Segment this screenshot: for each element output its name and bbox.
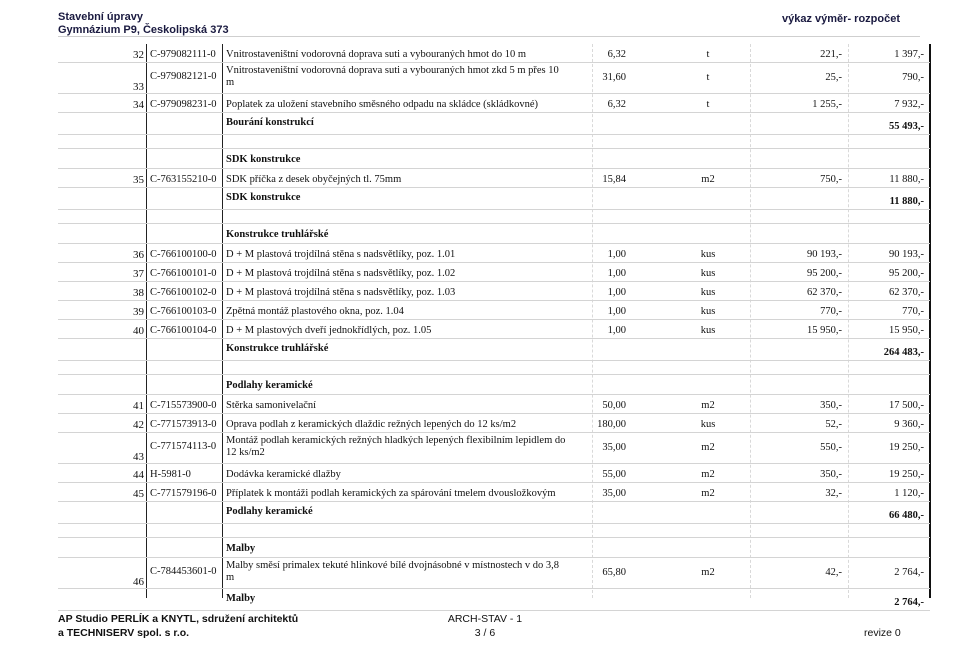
item-number: 41 xyxy=(133,400,144,412)
table-row xyxy=(122,282,930,301)
item-total: 2 764,- xyxy=(894,567,924,578)
section-heading-row xyxy=(122,224,930,244)
item-number: 46 xyxy=(133,576,144,588)
section-heading: Malby xyxy=(226,543,256,554)
section-total-value: 55 493,- xyxy=(889,121,924,132)
item-unit: m2 xyxy=(701,567,715,578)
section-heading: Podlahy keramické xyxy=(226,380,313,391)
item-unit: m2 xyxy=(701,400,715,411)
item-code: C-784453601-0 xyxy=(150,566,217,577)
item-code: C-766100101-0 xyxy=(150,268,217,279)
item-total: 19 250,- xyxy=(889,442,924,453)
item-total: 90 193,- xyxy=(889,249,924,260)
item-unit-price: 550,- xyxy=(820,442,842,453)
header-rule xyxy=(58,36,920,37)
item-quantity: 35,00 xyxy=(602,488,626,499)
budget-table xyxy=(122,44,930,608)
item-code: C-715573900-0 xyxy=(150,400,217,411)
item-number: 34 xyxy=(133,99,144,111)
item-number: 44 xyxy=(133,469,144,481)
item-unit: t xyxy=(706,99,710,110)
document-header-left xyxy=(58,11,229,37)
item-unit: m2 xyxy=(701,174,715,185)
table-row xyxy=(122,414,930,433)
item-description: D + M plastová trojdílná stěna s nadsvětlíky, poz. 1.03 xyxy=(226,287,456,298)
table-row xyxy=(122,94,930,113)
section-total-row xyxy=(122,589,930,611)
item-unit: kus xyxy=(700,419,716,430)
item-unit: m2 xyxy=(701,469,715,480)
item-unit: kus xyxy=(700,325,716,336)
item-code: H-5981-0 xyxy=(150,469,191,480)
section-total-label: Konstrukce truhlářské xyxy=(226,343,329,354)
section-total-label: Malby xyxy=(226,593,256,604)
item-description: Stěrka samonivelační xyxy=(226,400,317,411)
section-total-row xyxy=(122,113,930,135)
item-code: C-979082111-0 xyxy=(150,49,216,60)
item-quantity: 35,00 xyxy=(602,442,626,453)
item-unit-price: 350,- xyxy=(820,469,842,480)
item-quantity: 55,00 xyxy=(602,469,626,480)
section-total-value: 66 480,- xyxy=(889,510,924,521)
table-row xyxy=(122,44,930,63)
section-total-label: Bourání konstrukcí xyxy=(226,117,314,128)
item-quantity: 65,80 xyxy=(602,567,626,578)
section-total-row xyxy=(122,188,930,210)
table-row xyxy=(122,464,930,483)
footer-company xyxy=(58,612,298,640)
section-total-label: Podlahy keramické xyxy=(226,506,313,517)
project-title: Stavební úpravy xyxy=(58,11,143,23)
item-unit-price: 90 193,- xyxy=(807,249,842,260)
page-number: 3 / 6 xyxy=(474,627,496,639)
item-number: 35 xyxy=(133,174,144,186)
footer-document-code: ARCH-STAV - 1 xyxy=(447,613,523,625)
table-row xyxy=(122,263,930,282)
item-quantity: 1,00 xyxy=(607,306,626,317)
item-number: 32 xyxy=(133,49,144,61)
item-total: 9 360,- xyxy=(894,419,924,430)
item-total: 95 200,- xyxy=(889,268,924,279)
item-code: C-771579196-0 xyxy=(150,488,217,499)
item-unit: kus xyxy=(700,249,716,260)
item-unit: kus xyxy=(700,306,716,317)
item-unit: kus xyxy=(700,287,716,298)
section-total-row xyxy=(122,339,930,361)
item-description: SDK příčka z desek obyčejných tl. 75mm xyxy=(226,174,402,185)
item-quantity: 6,32 xyxy=(607,99,626,110)
item-quantity: 15,84 xyxy=(602,174,626,185)
item-total: 15 950,- xyxy=(889,325,924,336)
item-quantity: 1,00 xyxy=(607,325,626,336)
item-description: Příplatek k montáži podlah keramických za spárování tmelem dvousložkovým xyxy=(226,488,556,499)
item-description: Vnitrostaveništní vodorovná doprava suti a vybouraných hmot zkd 5 m přes 10 xyxy=(226,65,559,76)
revision-label: revize 0 xyxy=(864,627,901,639)
section-total-row xyxy=(122,502,930,524)
section-total-value: 2 764,- xyxy=(894,597,924,608)
item-number: 37 xyxy=(133,268,144,280)
document-type: výkaz výměr- rozpočet xyxy=(782,13,900,25)
item-unit-price: 42,- xyxy=(825,567,842,578)
item-description: Poplatek za uložení stavebního směsného odpadu na skládce (skládkovné) xyxy=(226,99,538,110)
section-heading: Konstrukce truhlářské xyxy=(226,229,329,240)
item-unit: t xyxy=(706,49,710,60)
item-number: 43 xyxy=(133,451,144,463)
table-row xyxy=(122,169,930,188)
item-unit-price: 95 200,- xyxy=(807,268,842,279)
item-description: D + M plastových dveří jednokřídlých, poz. 1.05 xyxy=(226,325,432,336)
item-quantity: 1,00 xyxy=(607,249,626,260)
item-description: Dodávka keramické dlažby xyxy=(226,469,341,480)
table-row xyxy=(122,320,930,339)
section-heading-row xyxy=(122,538,930,558)
item-unit-price: 62 370,- xyxy=(807,287,842,298)
item-unit-price: 350,- xyxy=(820,400,842,411)
item-quantity: 31,60 xyxy=(602,72,626,83)
project-location: Gymnázium P9, Českolipská 373 xyxy=(58,24,229,36)
table-row xyxy=(122,244,930,263)
item-description: m xyxy=(226,572,235,583)
item-quantity: 6,32 xyxy=(607,49,626,60)
item-description: Zpětná montáž plastového okna, poz. 1.04 xyxy=(226,306,404,317)
item-description: Montáž podlah keramických režných hladkých lepených flexibilním lepidlem do xyxy=(226,435,566,446)
item-code: C-979082121-0 xyxy=(150,71,217,82)
item-description: Oprava podlah z keramických dlaždic režných lepených do 12 ks/m2 xyxy=(226,419,517,430)
item-unit: m2 xyxy=(701,488,715,499)
item-description: 12 ks/m2 xyxy=(226,447,265,458)
item-code: C-766100102-0 xyxy=(150,287,217,298)
item-unit: kus xyxy=(700,268,716,279)
spacer-row xyxy=(122,210,930,224)
item-unit-price: 770,- xyxy=(820,306,842,317)
item-description: D + M plastová trojdílná stěna s nadsvětlíky, poz. 1.01 xyxy=(226,249,456,260)
spacer-row xyxy=(122,524,930,538)
item-code: C-979098231-0 xyxy=(150,99,217,110)
item-number: 39 xyxy=(133,306,144,318)
section-total-value: 11 880,- xyxy=(889,196,924,207)
footer-company-line2: a TECHNISERV spol. s r.o. xyxy=(58,627,190,639)
footer-company-line1: AP Studio PERLÍK a KNYTL, sdružení architektů xyxy=(58,613,299,625)
item-unit-price: 750,- xyxy=(820,174,842,185)
table-row xyxy=(122,63,930,94)
item-unit-price: 221,- xyxy=(820,49,842,60)
item-code: C-771574113-0 xyxy=(150,441,217,452)
item-description: Vnitrostaveništní vodorovná doprava suti a vybouraných hmot do 10 m xyxy=(226,49,527,60)
item-total: 11 880,- xyxy=(889,174,924,185)
item-number: 33 xyxy=(133,81,144,93)
item-number: 40 xyxy=(133,325,144,337)
item-total: 62 370,- xyxy=(889,287,924,298)
item-unit-price: 1 255,- xyxy=(812,99,842,110)
item-total: 770,- xyxy=(902,306,924,317)
item-quantity: 1,00 xyxy=(607,268,626,279)
table-row xyxy=(122,395,930,414)
section-heading-row xyxy=(122,375,930,395)
item-unit-price: 15 950,- xyxy=(807,325,842,336)
item-total: 17 500,- xyxy=(889,400,924,411)
item-code: C-766100104-0 xyxy=(150,325,217,336)
item-code: C-763155210-0 xyxy=(150,174,217,185)
item-number: 36 xyxy=(133,249,144,261)
item-unit-price: 52,- xyxy=(825,419,842,430)
item-total: 1 120,- xyxy=(894,488,924,499)
item-unit-price: 25,- xyxy=(825,72,842,83)
section-total-label: SDK konstrukce xyxy=(226,192,301,203)
footer-document xyxy=(440,612,530,640)
spacer-row xyxy=(122,361,930,375)
item-number: 42 xyxy=(133,419,144,431)
item-total: 790,- xyxy=(902,72,924,83)
item-description: Malby směsí primalex tekuté hlinkové bílé dvojnásobné v místnostech v do 3,8 xyxy=(226,560,560,571)
item-total: 19 250,- xyxy=(889,469,924,480)
item-unit: t xyxy=(706,72,710,83)
item-quantity: 1,00 xyxy=(607,287,626,298)
item-unit-price: 32,- xyxy=(825,488,842,499)
row-rule xyxy=(58,610,930,611)
item-code: C-766100103-0 xyxy=(150,306,217,317)
item-quantity: 180,00 xyxy=(597,419,626,430)
section-heading: SDK konstrukce xyxy=(226,154,301,165)
section-total-value: 264 483,- xyxy=(883,347,924,358)
item-total: 1 397,- xyxy=(894,49,924,60)
table-row xyxy=(122,433,930,464)
item-description: m xyxy=(226,77,235,88)
item-code: C-766100100-0 xyxy=(150,249,217,260)
table-row xyxy=(122,483,930,502)
item-total: 7 932,- xyxy=(894,99,924,110)
section-heading-row xyxy=(122,149,930,169)
item-description: D + M plastová trojdílná stěna s nadsvětlíky, poz. 1.02 xyxy=(226,268,456,279)
spacer-row xyxy=(122,135,930,149)
item-number: 45 xyxy=(133,488,144,500)
item-quantity: 50,00 xyxy=(602,400,626,411)
table-row xyxy=(122,301,930,320)
item-number: 38 xyxy=(133,287,144,299)
item-unit: m2 xyxy=(701,442,715,453)
table-row xyxy=(122,558,930,589)
item-code: C-771573913-0 xyxy=(150,419,217,430)
